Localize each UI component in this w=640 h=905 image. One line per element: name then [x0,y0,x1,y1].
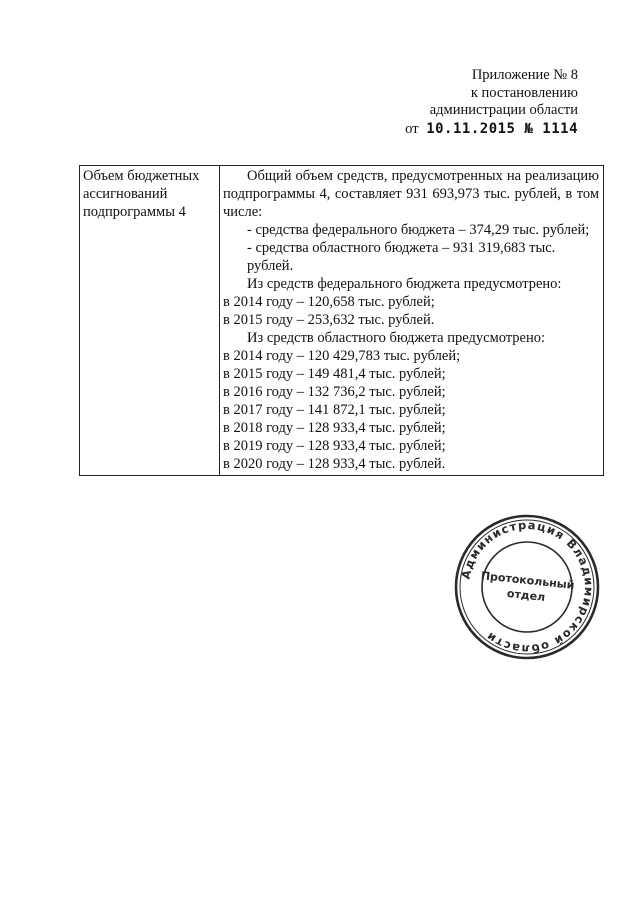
intro-line-2: подпрограммы 4, составляет 931 693,973 тыс. рублей, в том [223,186,599,202]
intro-line-1: Общий объем средств, предусмотренных на реализацию [247,168,599,184]
from-prefix: от [405,120,419,137]
regional-year-2019: в 2019 году – 128 933,4 тыс. рублей; [223,438,446,454]
regional-year-2014: в 2014 году – 120 429,783 тыс. рублей; [223,348,461,364]
seal-outer-text: Администрация Владимирской области [458,517,597,657]
seal-inner-line-2: отдел [506,586,546,604]
regional-heading: Из средств областного бюджета предусмотрено: [247,330,546,346]
appendix-date-line [358,121,578,139]
date-and-number: 10.11.2015 № 1114 [426,120,578,137]
table-left-cell: Объем бюджетных ассигнований подпрограммы 4 [80,166,220,476]
seal-inner-line-1: Протокольный [480,569,576,592]
seal-stamp [452,512,602,662]
regional-year-2020: в 2020 году – 128 933,4 тыс. рублей. [223,456,446,472]
regional-year-2015: в 2015 году – 149 481,4 тыс. рублей; [223,366,446,382]
federal-heading: Из средств федерального бюджета предусмотрено: [247,276,562,292]
intro-line-3: числе: [223,204,263,220]
table-row [80,166,604,476]
seal-outer-ring [456,516,598,658]
federal-year-2014: в 2014 году – 120,658 тыс. рублей; [223,294,435,310]
federal-year-2015: в 2015 году – 253,632 тыс. рублей. [223,312,435,328]
appendix-number: Приложение № 8 [471,67,578,83]
regional-total: - средства областного бюджета – 931 319,683 тыс. рублей. [247,240,556,274]
appendix-authority: администрации области [429,102,578,118]
budget-table [79,165,604,476]
federal-total: - средства федерального бюджета – 374,29 тыс. рублей; [247,222,590,238]
appendix-header [358,67,578,138]
regional-year-2018: в 2018 году – 128 933,4 тыс. рублей; [223,420,446,436]
table-right-cell [220,166,604,476]
appendix-resolution-ref: к постановлению [470,84,578,101]
regional-year-2016: в 2016 году – 132 736,2 тыс. рублей; [223,384,446,400]
regional-year-2017: в 2017 году – 141 872,1 тыс. рублей; [223,402,446,418]
